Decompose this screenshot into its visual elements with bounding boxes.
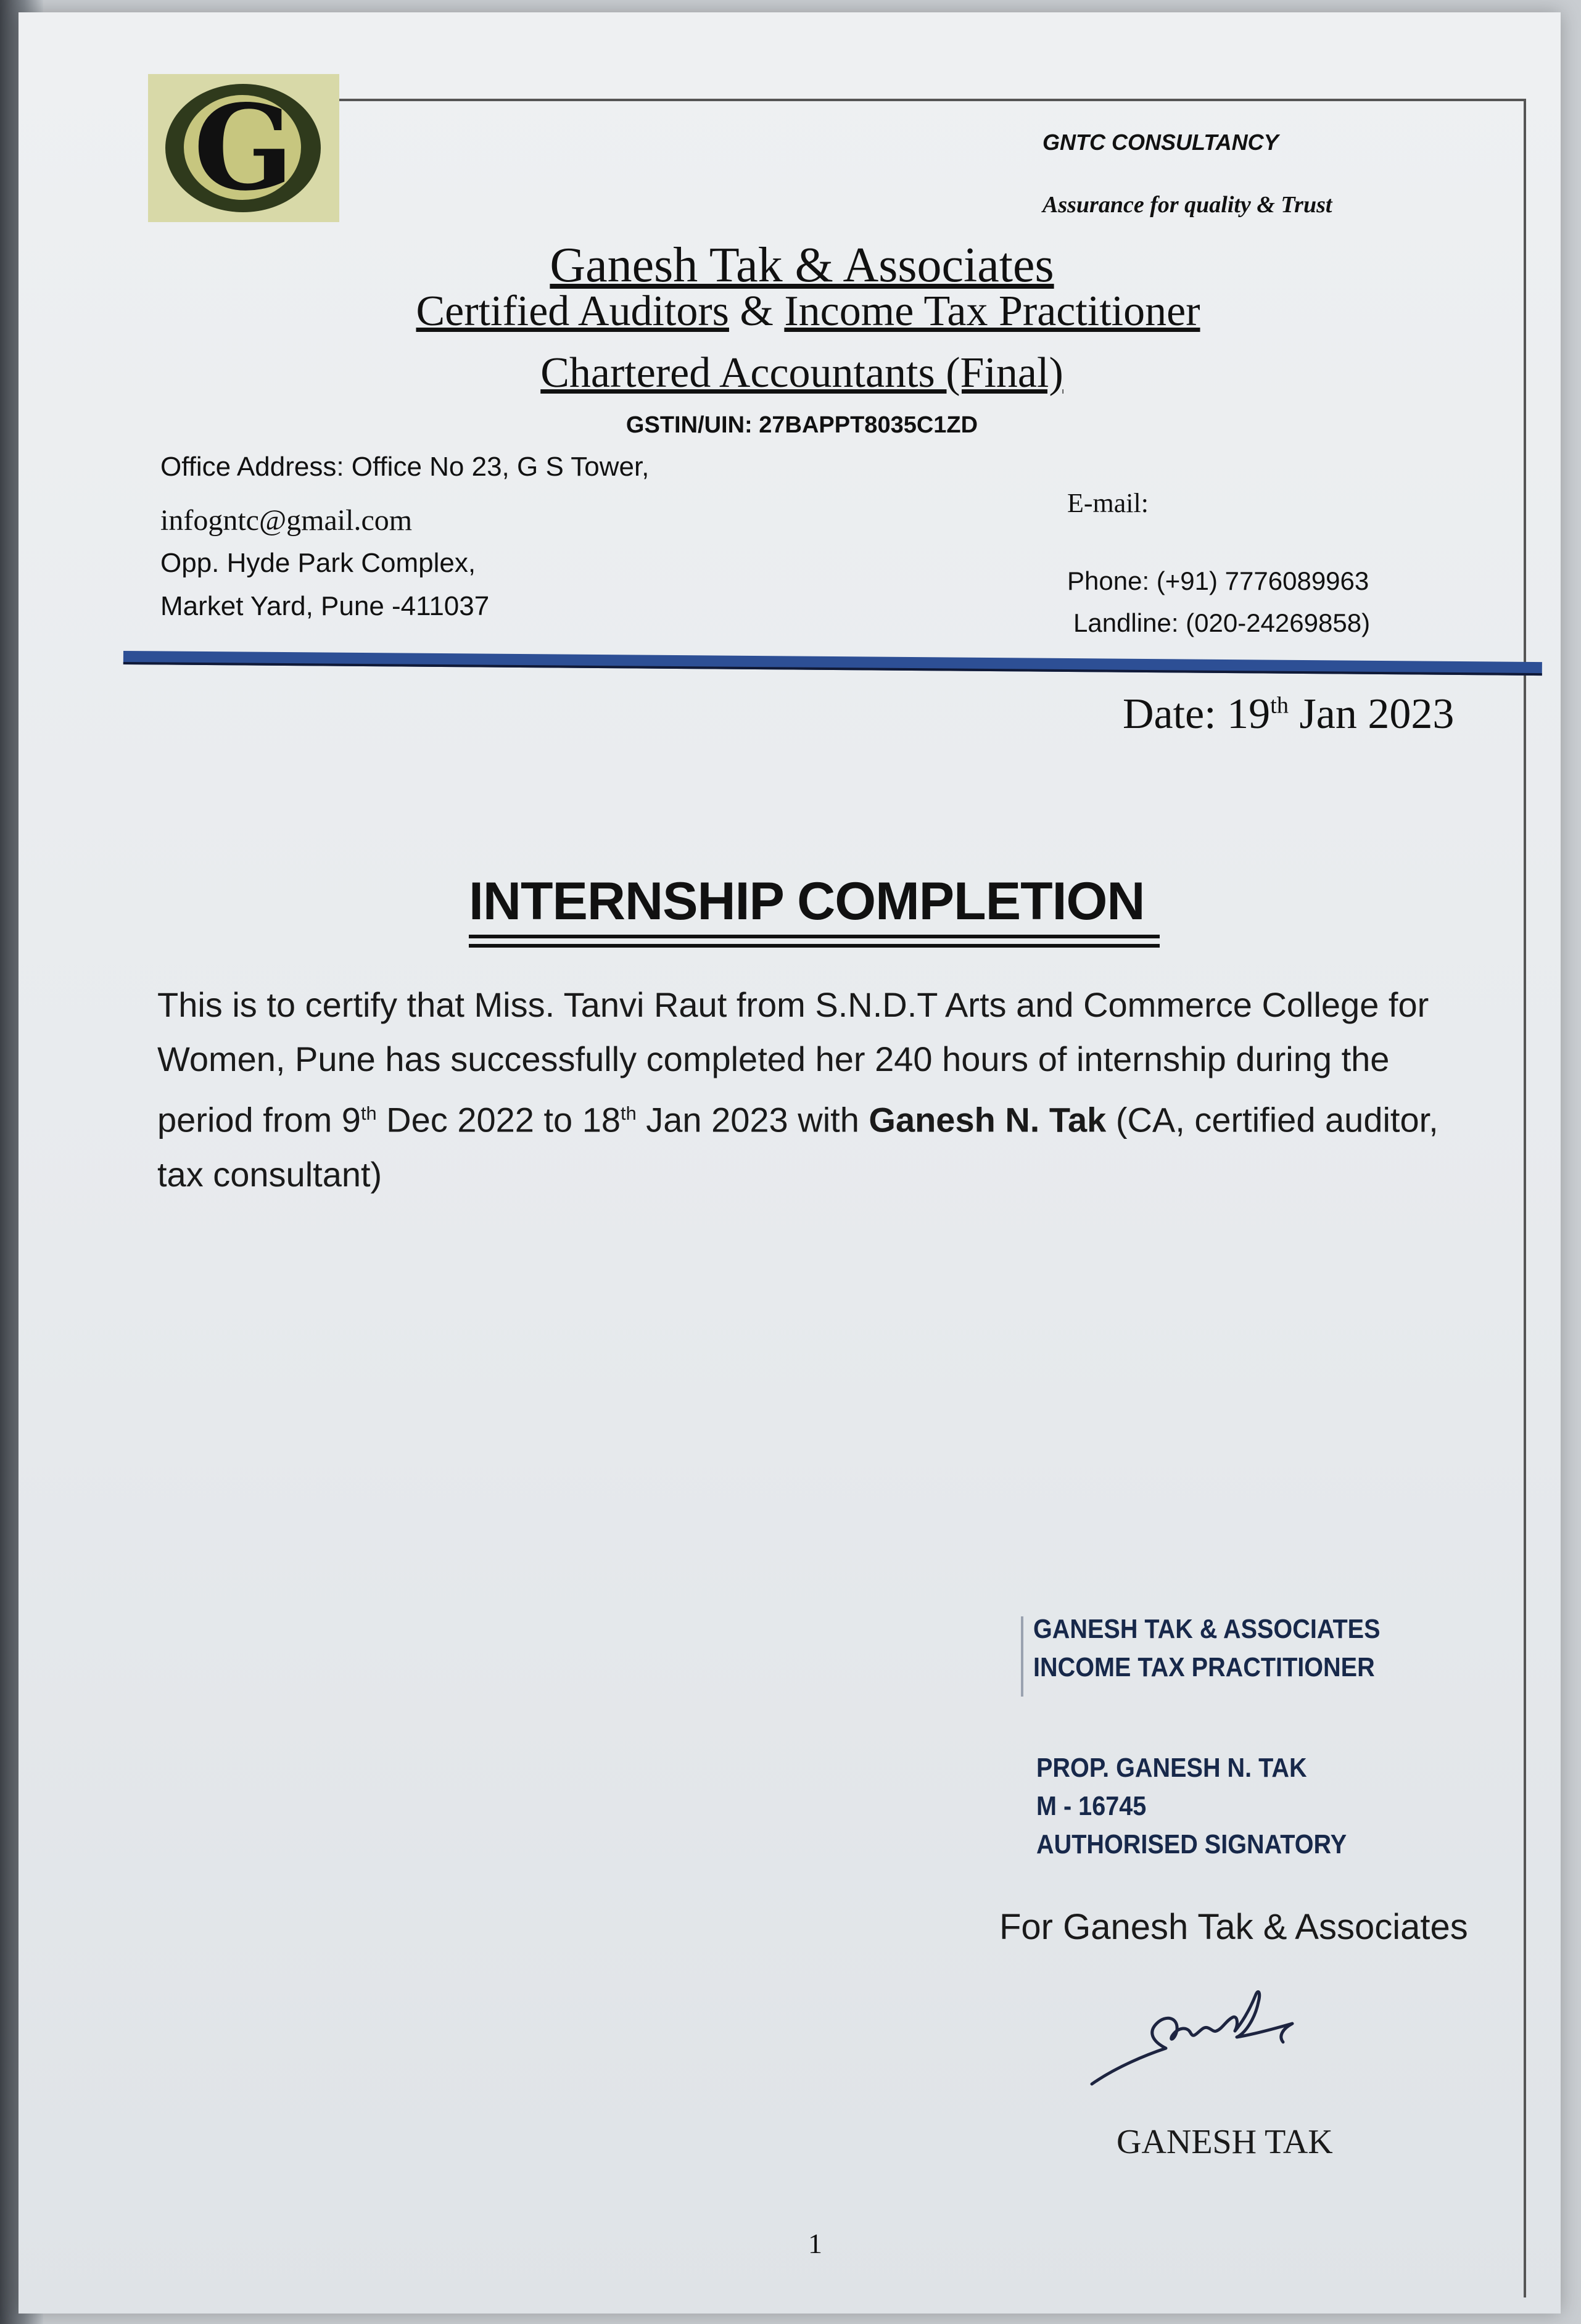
- issue-date: [1123, 690, 1454, 739]
- stamp-proprietor: PROP. GANESH N. TAK: [1036, 1753, 1307, 1783]
- body-part-2: Dec 2022 to 18: [376, 1100, 621, 1139]
- stamp-membership: M - 16745: [1036, 1791, 1147, 1821]
- certificate-body: [157, 978, 1453, 1202]
- date-suffix-sup: th: [1270, 692, 1289, 719]
- address-line-landmark: Opp. Hyde Park Complex,: [160, 548, 476, 578]
- stamp-signatory: AUTHORISED SIGNATORY: [1036, 1829, 1347, 1859]
- brand-name: GNTC CONSULTANCY: [1042, 130, 1279, 155]
- email-address: infogntc@gmail.com: [160, 504, 413, 537]
- qualification-tax-practitioner: Income Tax Practitioner: [784, 287, 1200, 335]
- stamp-bracket: [1021, 1616, 1023, 1697]
- signatory-stamp: [1036, 1749, 1347, 1864]
- title-underline-1: [469, 935, 1160, 938]
- firm-name: Ganesh Tak & Associates: [550, 238, 1054, 292]
- firm-qualifications: [284, 287, 1332, 336]
- page-number: 1: [808, 2228, 822, 2259]
- date-prefix: Date: 19: [1123, 690, 1271, 738]
- body-sup-1: th: [360, 1102, 377, 1124]
- date-month-year: Jan 2023: [1289, 690, 1455, 738]
- body-sup-2: th: [621, 1102, 637, 1124]
- phone-number: Phone: (+91) 7776089963: [1067, 566, 1369, 595]
- signer-name: GANESH TAK: [1117, 2123, 1333, 2161]
- stamp-role: INCOME TAX PRACTITIONER: [1033, 1652, 1375, 1682]
- certificate-page: [19, 12, 1561, 2314]
- office-address-line: Office Address: Office No 23, G S Tower,: [160, 452, 650, 482]
- gstin-number: GSTIN/UIN: 27BAPPT8035C1ZD: [625, 412, 978, 438]
- firm-qualification-ca: Chartered Accountants (Final): [540, 349, 1063, 397]
- title-underline-2: [469, 944, 1160, 948]
- signature-stroke: [1092, 1991, 1292, 2084]
- address-line-city: Market Yard, Pune -411037: [160, 591, 490, 621]
- signoff-line: For Ganesh Tak & Associates: [999, 1907, 1468, 1947]
- email-label: E-mail:: [1067, 488, 1149, 518]
- qualification-auditors: Certified Auditors: [416, 287, 729, 335]
- landline-number: Landline: (020-24269858): [1073, 608, 1371, 637]
- handwritten-signature: [1079, 1974, 1339, 2098]
- company-logo: [148, 74, 339, 222]
- brand-tagline: Assurance for quality & Trust: [1042, 192, 1332, 218]
- firm-stamp: [1033, 1610, 1381, 1687]
- body-part-4: (CA, certified auditor, tax consultant): [157, 1100, 1439, 1194]
- document-title: INTERNSHIP COMPLETION: [469, 872, 1145, 931]
- qualification-ampersand: &: [740, 287, 774, 335]
- body-bold-name: Ganesh N. Tak: [869, 1100, 1107, 1139]
- body-part-1: This is to certify that Miss. Tanvi Raut from S.N.D.T Arts and Commerce College for Women, Pune has successfully completed her 240 hours of internship during the period from 9: [157, 985, 1429, 1139]
- stamp-firm: GANESH TAK & ASSOCIATES: [1033, 1614, 1381, 1644]
- body-part-3: Jan 2023 with: [636, 1100, 869, 1139]
- logo-letter: G: [193, 79, 294, 217]
